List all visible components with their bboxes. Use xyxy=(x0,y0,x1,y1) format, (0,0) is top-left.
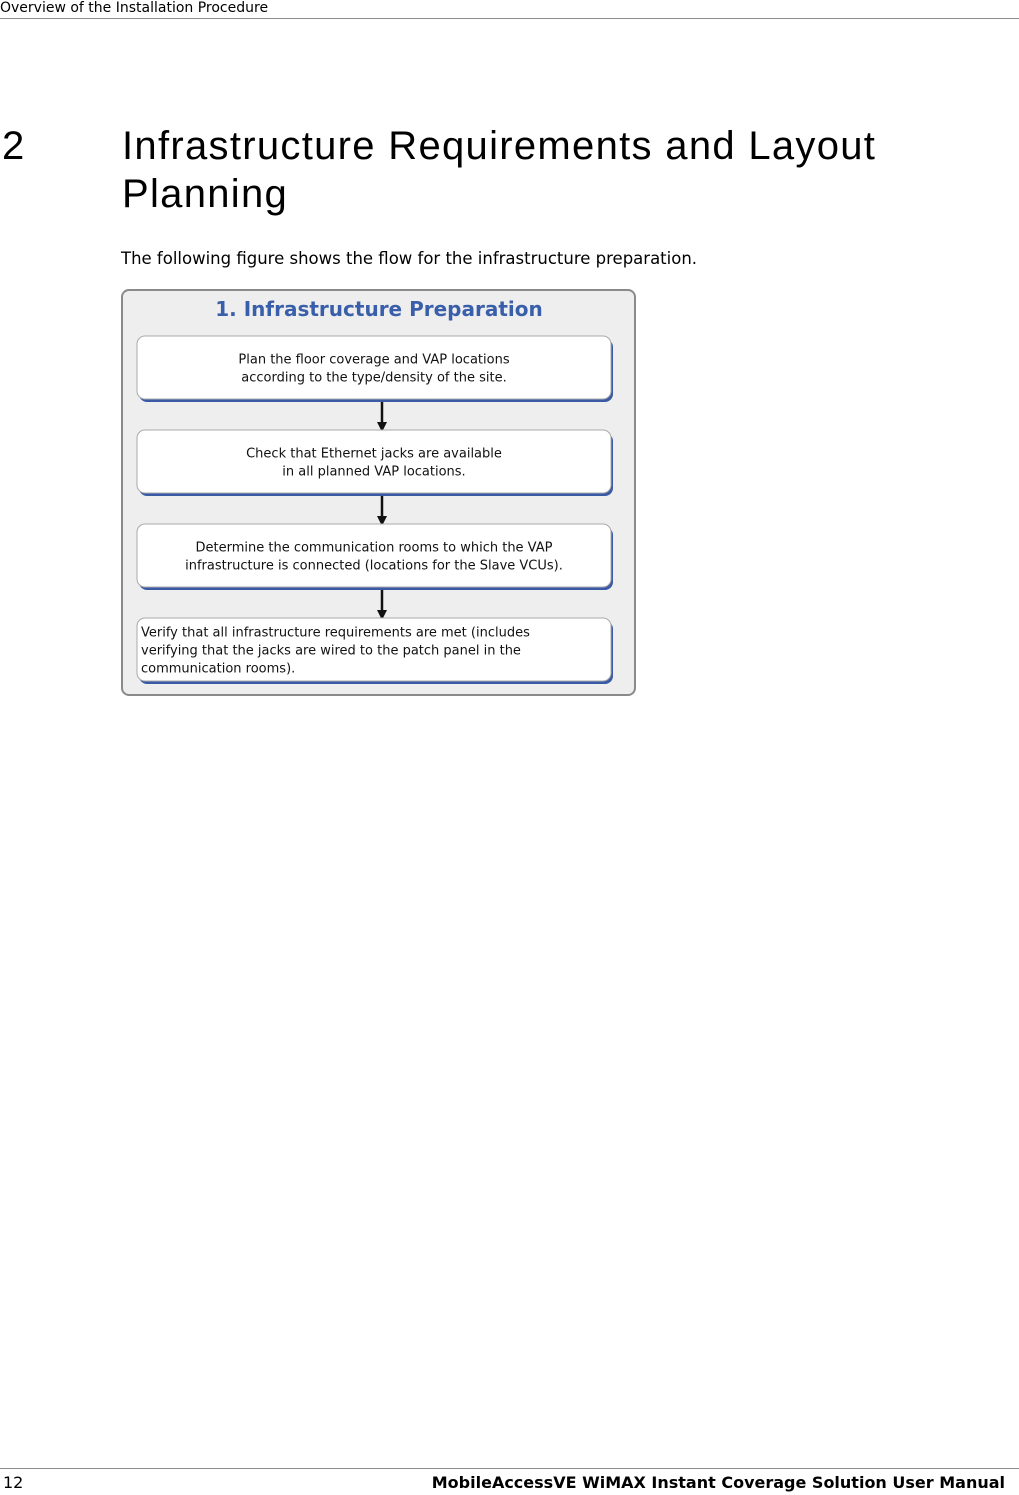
running-header xyxy=(0,0,1019,19)
flow-step-text: Check that Ethernet jacks are available xyxy=(246,446,502,462)
flow-step-text: verifying that the jacks are wired to the patch panel in the xyxy=(141,643,521,659)
flow-step-text: Plan the floor coverage and VAP locations xyxy=(238,352,510,368)
flow-step-text: Determine the communication rooms to which the VAP xyxy=(195,540,553,556)
flowchart-figure xyxy=(121,289,636,697)
flow-step-box xyxy=(137,524,611,587)
flow-step xyxy=(137,336,613,402)
flow-step-text: Verify that all infrastructure requirements are met (includes xyxy=(141,625,530,641)
flowchart-title: 1. Infrastructure Preparation xyxy=(215,297,543,321)
flow-step-text: according to the type/density of the site. xyxy=(241,370,507,386)
intro-paragraph: The following figure shows the flow for the infrastructure preparation. xyxy=(121,249,698,268)
flow-step-box xyxy=(137,336,611,399)
chapter-number: 2 xyxy=(2,124,26,168)
flow-step xyxy=(137,618,613,684)
page-number: 12 xyxy=(3,1473,24,1492)
flow-step xyxy=(137,524,613,590)
page-footer xyxy=(0,1468,1019,1495)
flow-step-box xyxy=(137,430,611,493)
chapter-title: Infrastructure Requirements and Layout Planning xyxy=(122,124,877,216)
flow-step-text: infrastructure is connected (locations for the Slave VCUs). xyxy=(185,558,563,574)
flowchart-svg xyxy=(121,289,636,697)
running-header-title: Overview of the Installation Procedure xyxy=(0,0,269,16)
manual-title: MobileAccessVE WiMAX Instant Coverage Solution User Manual xyxy=(431,1473,1005,1492)
flow-step xyxy=(137,430,613,496)
flow-step-text: communication rooms). xyxy=(141,661,296,677)
flow-step-text: in all planned VAP locations. xyxy=(282,464,466,480)
